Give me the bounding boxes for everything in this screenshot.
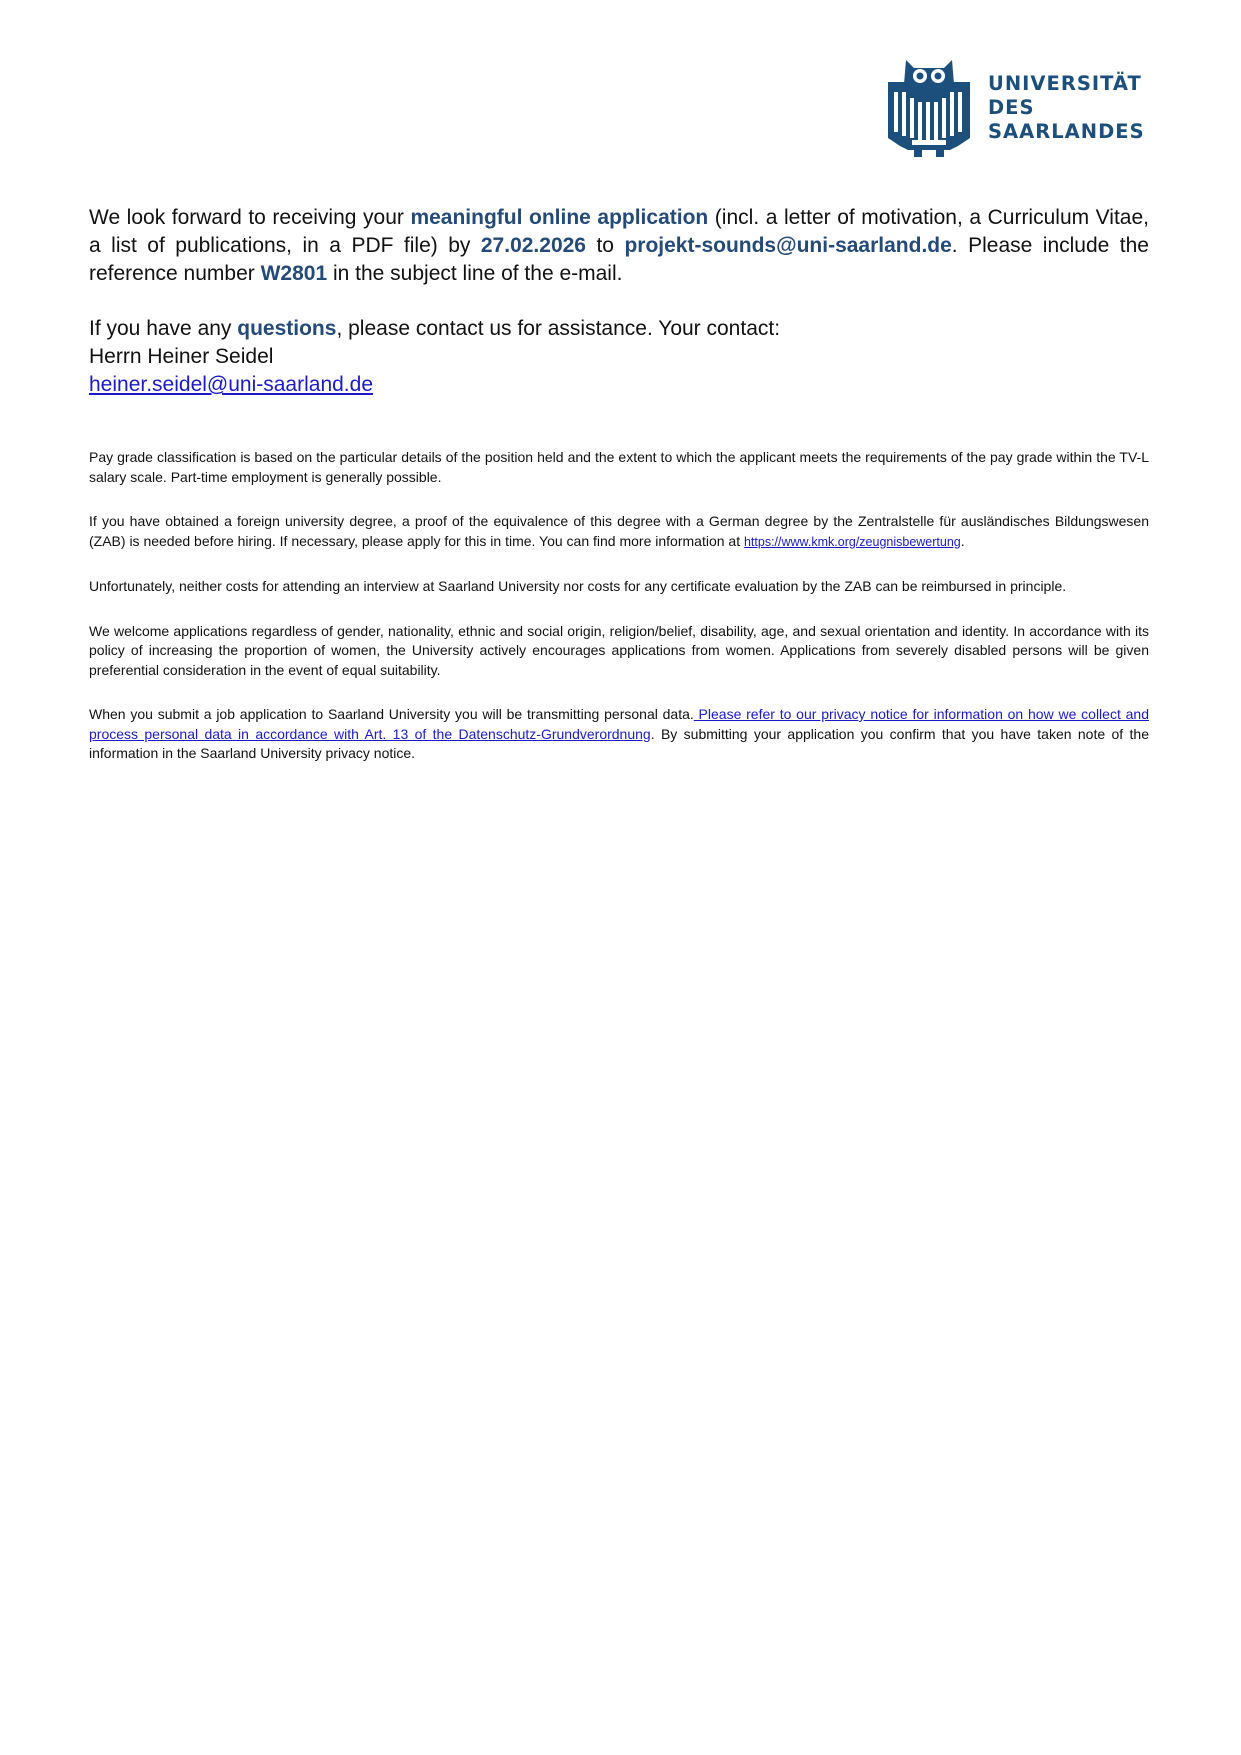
privacy-note	[89, 705, 1149, 764]
privacy-text: When you submit a job application to Saarland University you will be transmitting personal data.	[89, 706, 694, 722]
logo-line-1: UNIVERSITÄT	[988, 72, 1142, 95]
privacy-end: . By submitting your application you confirm that you have taken note of the information in the Saarland University privacy notice.	[89, 725, 1149, 761]
kmk-link[interactable]: https://www.kmk.org/zeugnisbewertung	[743, 534, 961, 549]
logo-line-2: DES	[988, 96, 1035, 119]
logo-line-3: SAARLANDES	[988, 120, 1145, 143]
notes-section	[89, 448, 1149, 789]
main-content	[89, 204, 1149, 399]
foreign-degree-note	[89, 512, 1149, 552]
spacer	[89, 288, 1149, 315]
privacy-notice-link[interactable]: Please refer to our privacy notice for information on how we collect and process personal data in accordance with Art. 13 of the Datenschutz-Grundverordnung	[89, 706, 1149, 742]
intro-highlight-deadline: 27.02.2026	[480, 234, 586, 257]
intro-highlight-reference: W2801	[260, 262, 328, 285]
logo-wordmark	[988, 72, 1145, 144]
intro-highlight-email: projekt-sounds@uni-saarland.de	[624, 234, 952, 257]
owl-emblem-icon	[884, 58, 974, 158]
intro-highlight-application: meaningful online application	[410, 206, 709, 229]
costs-note: Unfortunately, neither costs for attending an interview at Saarland University nor costs for any certificate evaluation by the ZAB can be reimbursed in principle.	[89, 578, 1067, 594]
foreign-degree-end: .	[960, 532, 965, 549]
intro-text-3: to	[585, 234, 625, 257]
application-paragraph	[89, 204, 1149, 288]
contact-highlight-questions: questions	[237, 317, 337, 340]
pay-grade-note: Pay grade classification is based on the particular details of the position held and the extent to which the applicant meets the requirements of the pay grade within the TV-L salary scale. Part-time employment is generally possible.	[89, 449, 1149, 485]
contact-paragraph	[89, 315, 1149, 343]
diversity-note: We welcome applications regardless of gender, nationality, ethnic and social origin, religion/belief, disability, age, and sexual orientation and identity. In accordance with its policy of increasing the proportion of women, the University actively encourages applications from women. Applications from severely disabled persons will be given preferential consideration in the event of equal suitability.	[89, 622, 1149, 678]
contact-name: Herrn Heiner Seidel	[89, 345, 274, 368]
foreign-degree-text: If you have obtained a foreign university degree, a proof of the equivalence of this degree with a German degree by the Zentralstelle für ausländisches Bildungswesen (ZAB) is needed before hiring. If necessary, please apply for this in time. You can find more information at	[89, 513, 1149, 549]
contact-text-2: , please contact us for assistance. Your contact:	[336, 317, 781, 340]
intro-text-4: . Please include the reference number	[89, 234, 1149, 285]
contact-email-link[interactable]: heiner.seidel@uni-saarland.de	[89, 373, 374, 396]
intro-text-2: (incl. a letter of motivation, a Curriculum Vitae, a list of publications, in a PDF file) by	[89, 206, 1149, 257]
university-logo	[884, 58, 1144, 162]
intro-text-1: We look forward to receiving your	[89, 206, 411, 229]
contact-text-1: If you have any	[89, 317, 238, 340]
intro-text-5: in the subject line of the e-mail.	[327, 262, 623, 285]
